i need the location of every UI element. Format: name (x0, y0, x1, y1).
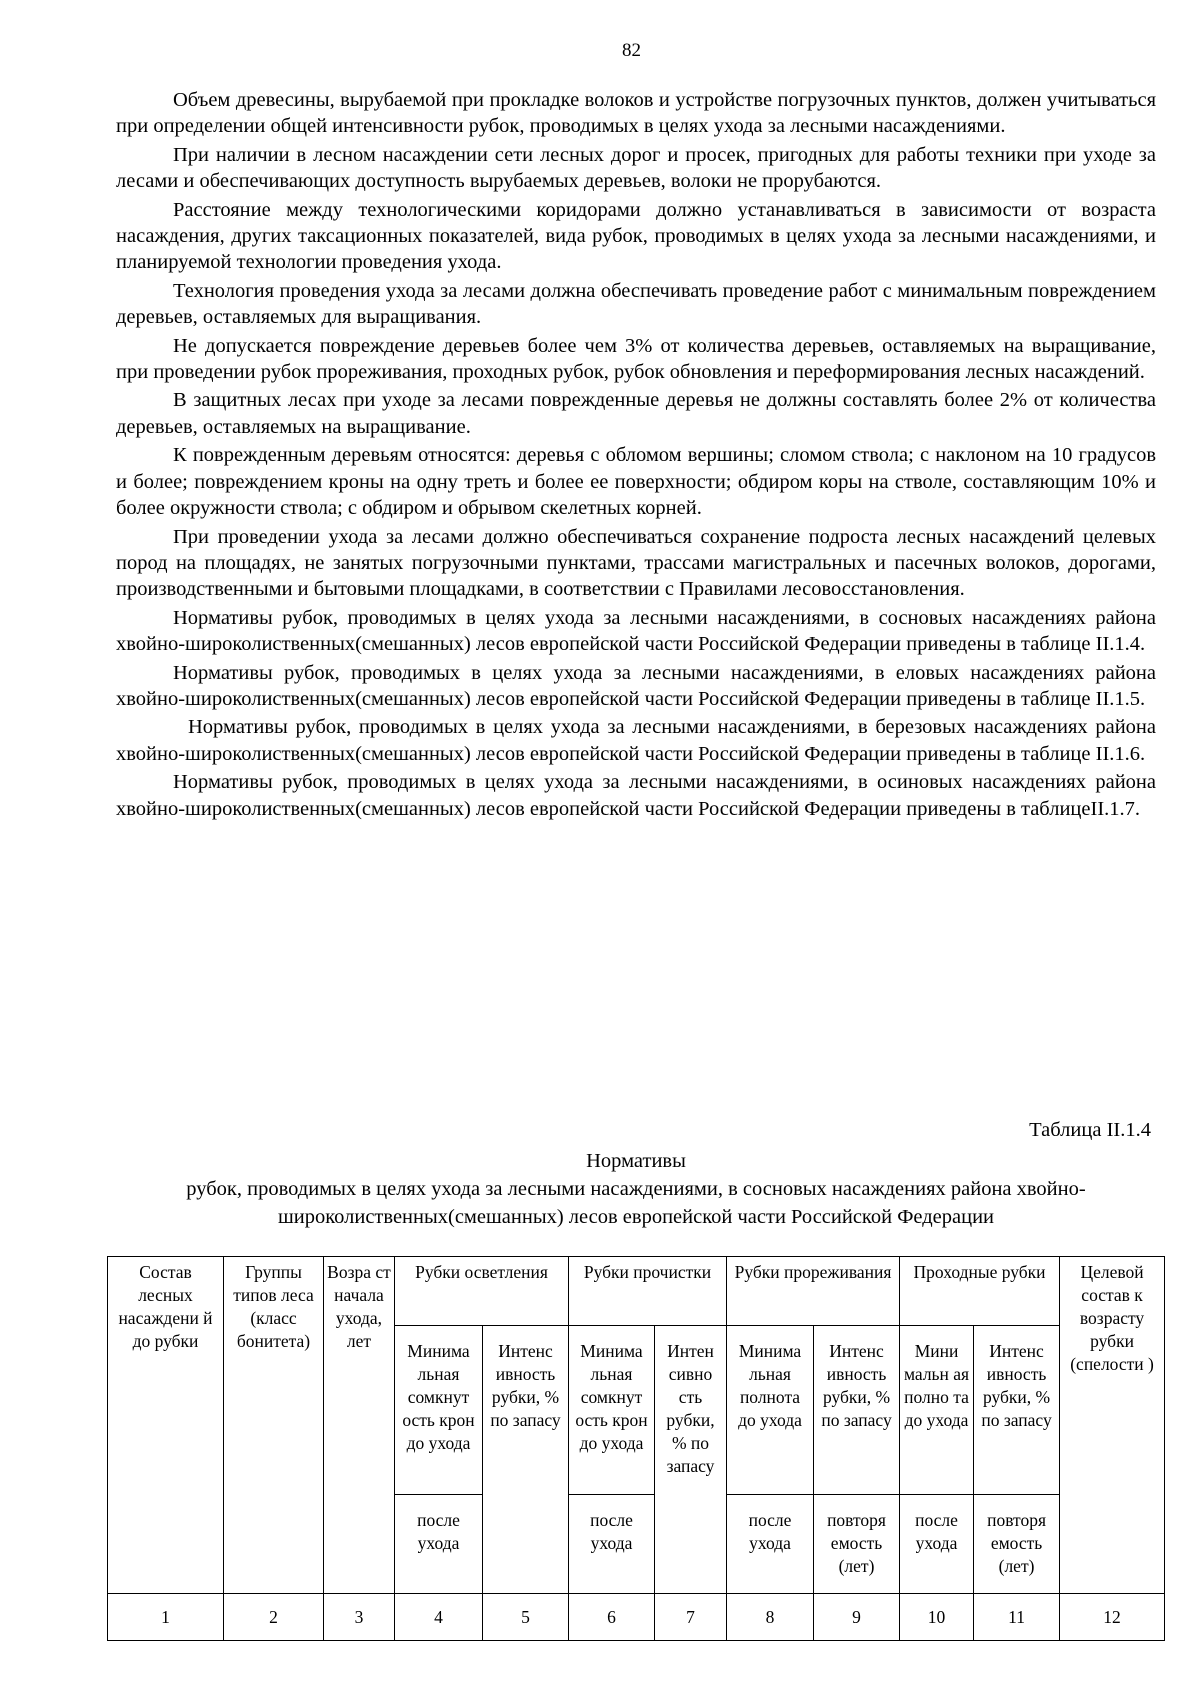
paragraph: Нормативы рубок, проводимых в целях ухода за лесными насаждениями, в осиновых насаждениях района хвойно-широколиственных(смешанных) лесов европейской части Российской Федерации приведены в таблицеII.1.7. (116, 771, 1156, 820)
body-text (116, 87, 1156, 824)
header-passage: Проходные рубки (900, 1257, 1060, 1326)
header-thinning-min: Минима льная полнота до ухода (727, 1326, 814, 1495)
paragraph: Нормативы рубок, проводимых в целях ухода за лесными насаждениями, в березовых насаждениях района хвойно-широколиственных(смешанных) лесов европейской части Российской Федерации приведены в таблице II.1.6. (116, 716, 1156, 765)
paragraph: Нормативы рубок, проводимых в целях ухода за лесными насаждениями, в еловых насаждениях района хвойно-широколиственных(смешанных) лесов европейской части Российской Федерации приведены в таблице II.1.5. (116, 661, 1156, 710)
paragraph: Нормативы рубок, проводимых в целях ухода за лесными насаждениями, в сосновых насаждениях района хвойно-широколиственных(смешанных) лесов европейской части Российской Федерации приведены в таблице II.1.4. (116, 606, 1156, 656)
header-cleaning-intensity: Интен сивно сть рубки, % по запасу (655, 1326, 727, 1594)
header-clarification-intensity: Интенс ивность рубки, % по запасу (483, 1326, 569, 1594)
header-cleaning-after: после ухода (569, 1495, 655, 1594)
header-start-age: Возра ст начала ухода, лет (324, 1257, 395, 1594)
header-cleaning: Рубки прочистки (569, 1257, 727, 1326)
table-title-main: Нормативы (586, 1150, 686, 1172)
header-thinning-after: после ухода (727, 1495, 814, 1594)
paragraph: При проведении ухода за лесами должно обеспечиваться сохранение подроста лесных насаждений целевых пород на площадях, не занятых погрузочными пунктами, трассами магистральных и пасечных волоков, дорогами, производственными и бытовыми площадками, в соответствии с Правилами лесовосстановления. (116, 525, 1156, 601)
column-number: 1 (108, 1594, 224, 1641)
column-number: 12 (1060, 1594, 1165, 1641)
column-number: 10 (900, 1594, 974, 1641)
page-number: 82 (622, 40, 641, 61)
header-passage-min: Мини мальн ая полно та до ухода (900, 1326, 974, 1495)
norms-table (107, 1256, 1165, 1641)
header-clarification: Рубки осветления (395, 1257, 569, 1326)
column-number: 4 (395, 1594, 483, 1641)
paragraph: В защитных лесах при уходе за лесами поврежденные деревья не должны составлять более 2% от количества деревьев, оставляемых на выращивание. (116, 389, 1156, 438)
column-number: 8 (727, 1594, 814, 1641)
column-number: 3 (324, 1594, 395, 1641)
header-clarification-min: Минима льная сомкнут ость крон до ухода (395, 1326, 483, 1495)
column-number: 7 (655, 1594, 727, 1641)
column-number-row (108, 1594, 1165, 1641)
header-forest-types: Группы типов леса (класс бонитета) (224, 1257, 324, 1594)
table-title (116, 1147, 1156, 1231)
column-number: 6 (569, 1594, 655, 1641)
header-composition: Состав лесных насаждени й до рубки (108, 1257, 224, 1594)
table-subtitle: рубок, проводимых в целях ухода за лесными насаждениями, в сосновых насаждениях района хвойно-широколиственных(смешанных) лесов европейской части Российской Федерации (186, 1178, 1086, 1228)
header-thinning-intensity: Интенс ивность рубки, % по запасу (814, 1326, 900, 1495)
header-thinning-repeat: повторя емость (лет) (814, 1495, 900, 1594)
header-passage-repeat: повторя емость (лет) (974, 1495, 1060, 1594)
paragraph: Не допускается повреждение деревьев более чем 3% от количества деревьев, оставляемых на выращивание, при проведении рубок прореживания, проходных рубок, рубок обновления и переформирования лесных насаждений. (116, 334, 1156, 384)
paragraph: К поврежденным деревьям относятся: деревья с обломом вершины; сломом ствола; с наклоном на 10 градусов и более; повреждением кроны на одну треть и более ее поверхности; обдиром коры на стволе, составляющим 10% и более окружности ствола; с обдиром и обрывом скелетных корней. (116, 444, 1156, 520)
paragraph: Технология проведения ухода за лесами должна обеспечивать проведение работ с минимальным повреждением деревьев, оставляемых для выращивания. (116, 279, 1156, 329)
paragraph: Объем древесины, вырубаемой при прокладке волоков и устройстве погрузочных пунктов, должен учитываться при определении общей интенсивности рубок, проводимых в целях ухода за лесными насаждениями. (116, 89, 1156, 138)
header-clarification-after: после ухода (395, 1495, 483, 1594)
column-number: 5 (483, 1594, 569, 1641)
paragraph: При наличии в лесном насаждении сети лесных дорог и просек, пригодных для работы техники при уходе за лесами и обеспечивающих доступность вырубаемых деревьев, волоки не прорубаются. (116, 143, 1156, 193)
table-header-row (108, 1257, 1165, 1326)
column-number: 2 (224, 1594, 324, 1641)
header-target-composition: Целевой состав к возрасту рубки (спелости ) (1060, 1257, 1165, 1594)
table-label: Таблица II.1.4 (1029, 1119, 1151, 1141)
header-passage-after: после ухода (900, 1495, 974, 1594)
header-passage-intensity: Интенс ивность рубки, % по запасу (974, 1326, 1060, 1495)
header-thinning: Рубки прореживания (727, 1257, 900, 1326)
paragraph: Расстояние между технологическими коридорами должно устанавливаться в зависимости от возраста насаждения, других таксационных показателей, вида рубок, проводимых в целях ухода за лесными насаждениями, и планируемой технологии проведения ухода. (116, 198, 1156, 274)
header-cleaning-min: Минима льная сомкнут ость крон до ухода (569, 1326, 655, 1495)
column-number: 11 (974, 1594, 1060, 1641)
column-number: 9 (814, 1594, 900, 1641)
